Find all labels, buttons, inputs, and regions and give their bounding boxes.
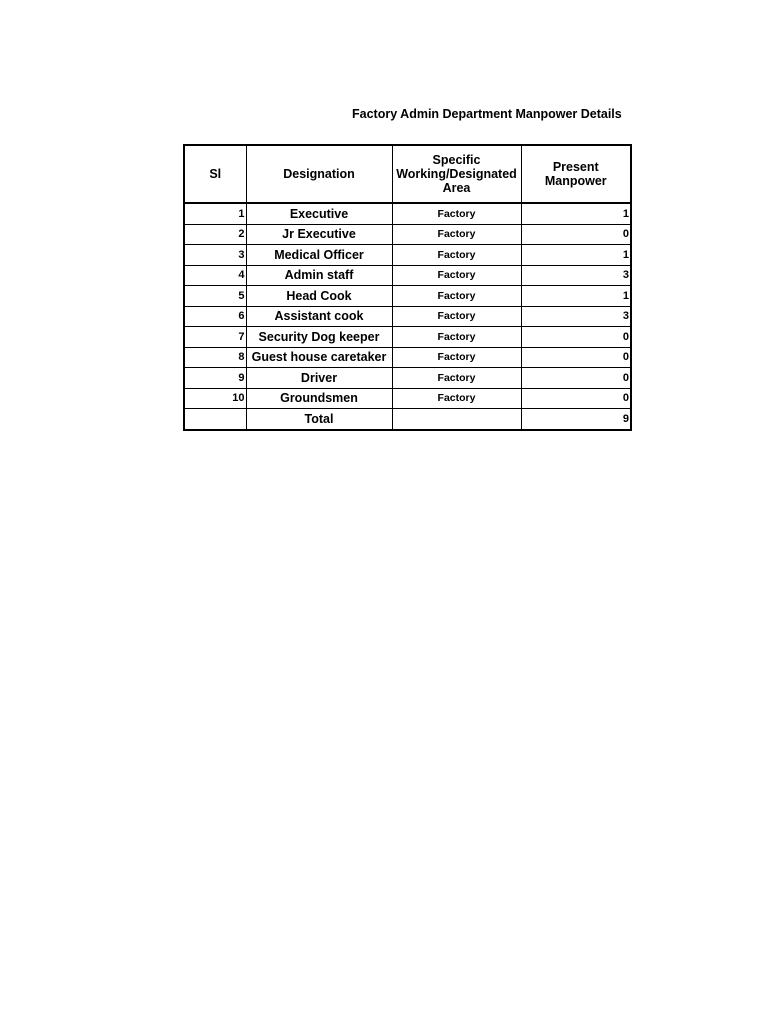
cell-area: Factory: [392, 388, 521, 409]
table-row: [184, 203, 631, 224]
cell-area: Factory: [392, 368, 521, 389]
table-row: [184, 224, 631, 245]
cell-area: Factory: [392, 347, 521, 368]
total-sl-cell: [184, 409, 246, 430]
cell-sl: 10: [184, 388, 246, 409]
cell-designation: Driver: [246, 368, 392, 389]
cell-area: Factory: [392, 245, 521, 266]
cell-designation: Head Cook: [246, 286, 392, 307]
cell-manpower: 1: [521, 286, 631, 307]
cell-manpower: 1: [521, 203, 631, 224]
cell-area: Factory: [392, 265, 521, 286]
cell-sl: 9: [184, 368, 246, 389]
table-body: [184, 203, 631, 430]
cell-manpower: 1: [521, 245, 631, 266]
table-row: [184, 347, 631, 368]
cell-manpower: 0: [521, 224, 631, 245]
document-title: Factory Admin Department Manpower Details: [352, 107, 622, 121]
header-sl: Sl: [184, 145, 246, 203]
cell-area: Factory: [392, 286, 521, 307]
header-area: Specific Working/Designated Area: [392, 145, 521, 203]
cell-manpower: 0: [521, 347, 631, 368]
cell-sl: 2: [184, 224, 246, 245]
cell-sl: 8: [184, 347, 246, 368]
total-manpower: 9: [521, 409, 631, 430]
table-row: [184, 388, 631, 409]
cell-sl: 1: [184, 203, 246, 224]
table-row: [184, 265, 631, 286]
cell-designation: Groundsmen: [246, 388, 392, 409]
cell-sl: 5: [184, 286, 246, 307]
cell-area: Factory: [392, 306, 521, 327]
cell-designation: Jr Executive: [246, 224, 392, 245]
cell-area: Factory: [392, 203, 521, 224]
cell-manpower: 0: [521, 368, 631, 389]
manpower-table: [183, 144, 632, 431]
cell-designation: Executive: [246, 203, 392, 224]
cell-sl: 3: [184, 245, 246, 266]
total-area-cell: [392, 409, 521, 430]
cell-designation: Assistant cook: [246, 306, 392, 327]
total-row: [184, 409, 631, 430]
cell-area: Factory: [392, 327, 521, 348]
cell-designation: Medical Officer: [246, 245, 392, 266]
cell-manpower: 3: [521, 306, 631, 327]
cell-sl: 7: [184, 327, 246, 348]
header-designation: Designation: [246, 145, 392, 203]
cell-designation: Guest house caretaker: [246, 347, 392, 368]
cell-sl: 4: [184, 265, 246, 286]
cell-designation: Security Dog keeper: [246, 327, 392, 348]
cell-manpower: 3: [521, 265, 631, 286]
table-row: [184, 327, 631, 348]
cell-manpower: 0: [521, 327, 631, 348]
table-row: [184, 306, 631, 327]
cell-manpower: 0: [521, 388, 631, 409]
table-row: [184, 286, 631, 307]
total-label: Total: [246, 409, 392, 430]
cell-area: Factory: [392, 224, 521, 245]
cell-designation: Admin staff: [246, 265, 392, 286]
header-manpower: Present Manpower: [521, 145, 631, 203]
table-row: [184, 245, 631, 266]
table-row: [184, 368, 631, 389]
cell-sl: 6: [184, 306, 246, 327]
table-header-row: [184, 145, 631, 203]
